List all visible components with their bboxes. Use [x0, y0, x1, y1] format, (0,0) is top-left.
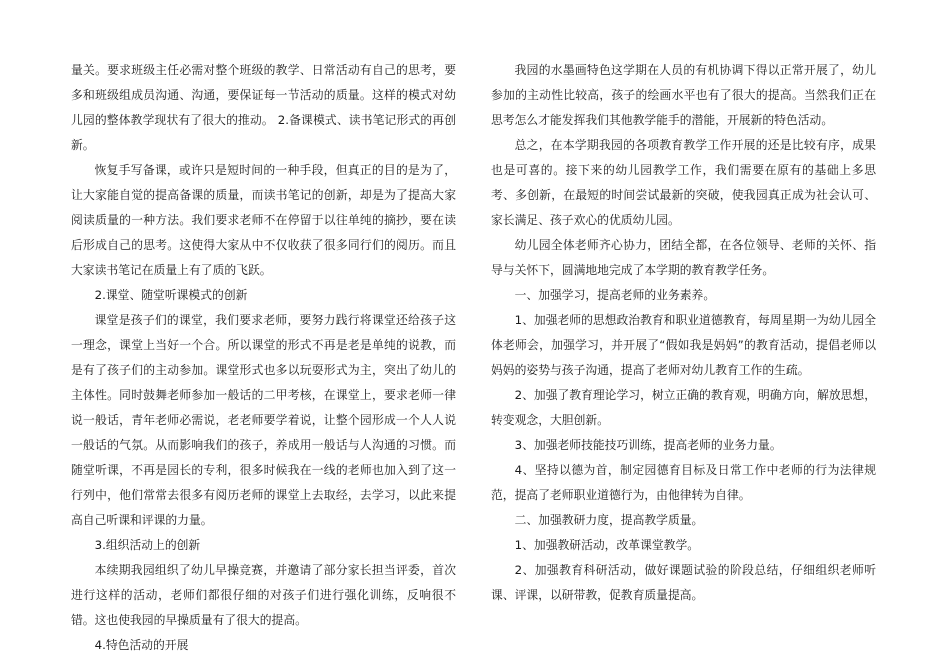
section-heading: 3.组织活动上的创新	[94, 538, 201, 552]
paragraph: 总之，在本学期我园的各项教育教学工作开展的还是比较有序，成果也是可喜的。接下来的幼儿园教学工作，我们需要在原有的基础上多思考、多创新，在最短的时间尝试最新的突破，使我园真正成为社会认可、家长满足、孩子欢心的优质幼儿园。	[491, 138, 876, 227]
paragraph: 我园的水墨画特色这学期在人员的有机协调下得以正常开展了，幼儿参加的主动性比较高，孩子的绘画水平也有了很大的提高。当然我们正在思考怎么才能发挥我们其他教学能手的潜能，开展新的特色活动。	[491, 63, 876, 127]
paragraph: 量关。要求班级主任必需对整个班级的教学、日常活动有自己的思考，要多和班级组成员沟通、沟通，要保证每一节活动的质量。这样的模式对幼儿园的整体教学现状有了很大的推动。 2.备课模式、读书笔记形式的再创新。	[71, 63, 456, 152]
section-heading: 一、加强学习，提高老师的业务素养。	[514, 288, 716, 302]
paragraph: 本续期我园组织了幼儿早操竞赛，并邀请了部分家长担当评委，首次进行这样的活动，老师们都很仔细的对孩子们进行强化训练，反响很不错。这也使我园的早操质量有了很大的提高。	[71, 563, 456, 627]
section-heading: 2.课堂、随堂听课模式的创新	[94, 288, 248, 302]
paragraph: 课堂是孩子们的课堂，我们要求老师，要努力践行将课堂还给孩子这一理念，课堂上当好一个合。所以课堂的形式不再是老是单纯的说教，而是有了孩子们的主动参加。课堂形式也多以玩耍形式为主，突出了幼儿的主体性。同时鼓舞老师参加一般话的二甲考核，在课堂上，要求老师一律说一般话，青年老师必需说，老老师要学着说，让整个园形成一个人人说一般话的气氛。从而影响我们的孩子，养成用一般话与人沟通的习惯。而随堂听课，不再是园长的专利，很多时候我在一线的老师也加入到了这一行列中，他们常常去很多有阅历老师的课堂上去取经，去学习，以此来提高自己听课和评课的力量。	[71, 313, 456, 527]
list-item: 1、加强教研活动，改革课堂教学。	[514, 538, 700, 552]
right-text-column	[491, 58, 876, 608]
list-item: 1、加强老师的思想政治教育和职业道德教育，每周星期一为幼儿园全体老师会，加强学习，并开展了“假如我是妈妈”的教育活动，提倡老师以妈妈的姿势与孩子沟通，提高了老师对幼儿教育工作的生疏。	[491, 313, 877, 377]
section-heading: 二、加强教研力度，提高教学质量。	[514, 513, 704, 527]
list-item: 4、坚持以德为首，制定园德育目标及日常工作中老师的行为法律规范，提高了老师职业道德行为，由他律转为自律。	[491, 463, 876, 502]
paragraph: 幼儿园全体老师齐心协力，团结全都，在各位领导、老师的关怀、指导与关怀下，圆满地地完成了本学期的教育教学任务。	[491, 238, 876, 277]
list-item: 2、加强教育科研活动，做好课题试验的阶段总结，仔细组织老师听课、评课，以研带教，促教育质量提高。	[491, 563, 876, 602]
section-heading: 4.特色活动的开展	[94, 638, 189, 652]
left-text-column	[71, 58, 456, 658]
list-item: 3、加强老师技能技巧训练，提高老师的业务力量。	[514, 438, 782, 452]
list-item: 2、加强了教育理论学习，树立正确的教育观，明确方向，解放思想，转变观念，大胆创新。	[491, 388, 877, 427]
paragraph: 恢复手写备课，或许只是短时间的一种手段，但真正的目的是为了，让大家能自觉的提高备课的质量，而读书笔记的创新，却是为了提高大家阅读质量的一种方法。我们要求老师不在停留于以往单纯的摘抄，要在读后形成自己的思考。这使得大家从中不仅收获了很多同行们的阅历。而且大家读书笔记在质量上有了质的飞跃。	[71, 163, 456, 277]
